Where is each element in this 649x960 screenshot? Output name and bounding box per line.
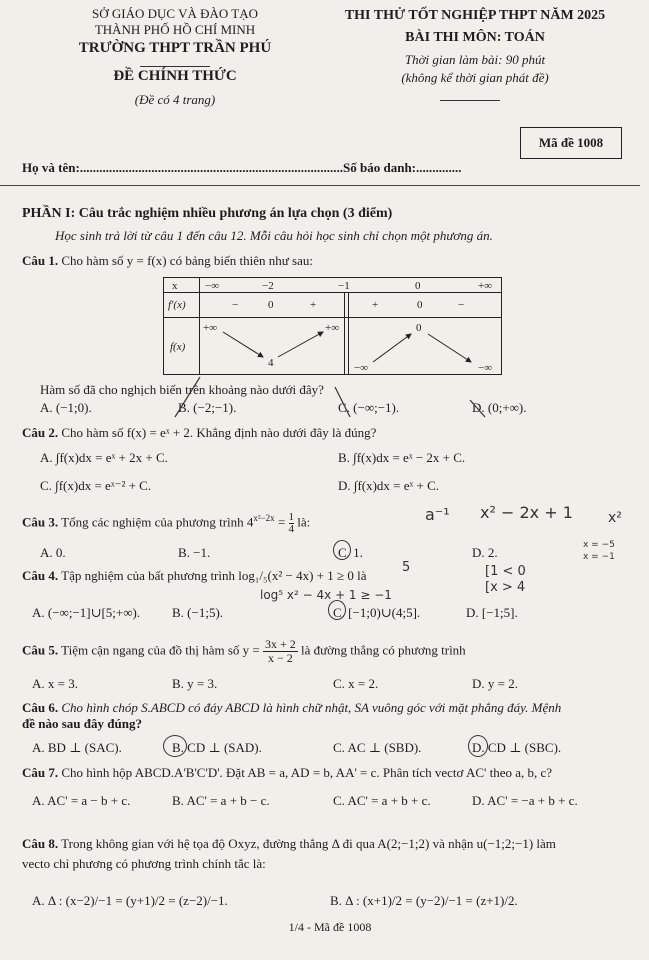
fprime-val: 0: [417, 299, 423, 311]
q7-stem: Câu 7. Cho hình hộp ABCD.A'B'C'D'. Đặt AB = a, AD = b, AA' = c. Phân tích vectơ AC' theo a, b, c?: [22, 765, 553, 780]
x-val: −2: [262, 280, 274, 292]
q3-option-a[interactable]: A. 0.: [40, 545, 66, 560]
fprime-label: f'(x): [168, 299, 186, 311]
q8-stem-line2: vecto chỉ phương có phương trình chính tắc là:: [22, 856, 266, 871]
f-val: 0: [416, 322, 422, 334]
pages-note: (Đề có 4 trang): [134, 92, 216, 107]
q2-option-a[interactable]: A. ∫f(x)dx = eˣ + 2x + C.: [40, 450, 168, 465]
page-footer: 1/4 - Mã đề 1008: [288, 920, 372, 934]
q7-option-c[interactable]: C. AC' = a + b + c.: [333, 793, 431, 808]
q4-option-b[interactable]: B. (−1;5).: [172, 605, 224, 620]
q5-option-d[interactable]: D. y = 2.: [472, 676, 518, 691]
q6-option-b[interactable]: B. CD ⊥ (SAD).: [172, 740, 262, 755]
handwritten-note: [1 < 0: [485, 564, 526, 579]
handwritten-note: x² − 2x + 1: [480, 503, 573, 522]
q5-option-c[interactable]: C. x = 2.: [333, 676, 379, 691]
q3-option-d[interactable]: D. 2.: [472, 545, 498, 560]
q8-option-a[interactable]: A. Δ : (x−2)/−1 = (y+1)/2 = (z−2)/−1.: [32, 893, 228, 908]
x-val: −1: [338, 280, 350, 292]
x-val: +∞: [478, 280, 493, 292]
dept-line1: SỞ GIÁO DỤC VÀ ĐÀO TẠO: [92, 6, 258, 21]
f-val: +∞: [203, 322, 218, 334]
q3-option-c[interactable]: C. 1.: [338, 545, 363, 560]
q2-option-c[interactable]: C. ∫f(x)dx = eˣ⁻² + C.: [40, 478, 152, 493]
x-val: 0: [415, 280, 421, 292]
q1-option-c[interactable]: C. (−∞;−1).: [338, 400, 400, 415]
q4-stem: Câu 4. Tập nghiệm của bất phương trình log₁/₅(x² − 4x) + 1 ≥ 0 là: [22, 568, 367, 583]
dept-line2: THÀNH PHỐ HỒ CHÍ MINH: [94, 22, 256, 37]
answer-circle: [468, 735, 488, 757]
q1-stem: Câu 1. Cho hàm số y = f(x) có bảng biến thiên như sau:: [22, 253, 313, 268]
q8-stem: Câu 8. Trong không gian với hệ tọa độ Oxyz, đường thẳng Δ đi qua A(2;−1;2) và nhận u(−1;2;−1) làm: [22, 836, 556, 851]
part1-title: PHẦN I: Câu trắc nghiệm nhiều phương án lựa chọn (3 điểm): [22, 206, 393, 221]
name-field: Họ và tên:.................................................................................Số báo danh:..............: [22, 160, 462, 175]
q2-stem: Câu 2. Cho hàm số f(x) = eˣ + 2. Khẳng định nào dưới đây là đúng?: [22, 425, 377, 440]
x-label: x: [172, 280, 178, 292]
q1-pen-marks: [150, 372, 510, 422]
q5-option-a[interactable]: A. x = 3.: [32, 676, 78, 691]
q6-stem-line2: đề nào sau đây đúng?: [22, 716, 142, 731]
part1-instruction: Học sinh trả lời từ câu 1 đến câu 12. Mỗi câu hỏi học sinh chỉ chọn một phương án.: [55, 228, 493, 243]
fprime-sign: −: [232, 299, 239, 311]
handwritten-note: x = −5: [583, 540, 615, 550]
handwritten-note: log⁵ x² − 4x + 1 ≥ −1: [260, 588, 392, 602]
q1-option-b[interactable]: B. (−2;−1).: [178, 400, 237, 415]
answer-circle: [163, 735, 187, 757]
fprime-val: 0: [268, 299, 274, 311]
f-val: 4: [268, 357, 274, 369]
q7-option-b[interactable]: B. AC' = a + b − c.: [172, 793, 270, 808]
exam-code-box: Mã đề 1008: [520, 127, 622, 159]
fprime-sign: −: [458, 299, 465, 311]
q4-option-d[interactable]: D. [−1;5].: [466, 605, 518, 620]
exam-subject: BÀI THI MÔN: TOÁN: [405, 30, 545, 45]
fprime-sign: +: [310, 299, 317, 311]
f-val: +∞: [325, 322, 340, 334]
q6-stem: Câu 6. Cho hình chóp S.ABCD có đáy ABCD là hình chữ nhật, SA vuông góc với mặt phẳng đáy. Mệnh: [22, 700, 562, 715]
exam-title: THI THỬ TỐT NGHIỆP THPT NĂM 2025: [344, 8, 606, 23]
q3-option-b[interactable]: B. −1.: [178, 545, 211, 560]
q6-option-a[interactable]: A. BD ⊥ (SAC).: [32, 740, 122, 755]
q4-option-a[interactable]: A. (−∞;−1]∪[5;+∞).: [32, 605, 141, 620]
q2-option-b[interactable]: B. ∫f(x)dx = eˣ − 2x + C.: [338, 450, 466, 465]
answer-circle: [328, 600, 346, 620]
exam-duration: Thời gian làm bài: 90 phút: [404, 52, 546, 67]
fprime-sign: +: [372, 299, 379, 311]
handwritten-note: 5: [402, 560, 411, 575]
q6-option-c[interactable]: C. AC ⊥ (SBD).: [333, 740, 422, 755]
f-val: −∞: [354, 362, 369, 374]
handwritten-note: x²: [608, 510, 622, 526]
handwritten-note: [x > 4: [485, 580, 526, 595]
q8-option-b[interactable]: B. Δ : (x+1)/2 = (y−2)/−1 = (z+1)/2.: [330, 893, 518, 908]
q7-option-a[interactable]: A. AC' = a − b + c.: [32, 793, 131, 808]
answer-circle: [333, 540, 351, 560]
official-label: ĐỀ CHÍNH THỨC: [113, 68, 237, 84]
q2-option-d[interactable]: D. ∫f(x)dx = eˣ + C.: [338, 478, 440, 493]
q5-stem: Câu 5. Tiệm cận ngang của đồ thị hàm số y = $\frac{3x + 2}{x - 2}$ là đường thẳng có phương trình: [22, 637, 466, 665]
q1-option-a[interactable]: A. (−1;0).: [40, 400, 92, 415]
q7-option-d[interactable]: D. AC' = −a + b + c.: [472, 793, 578, 808]
q5-option-b[interactable]: B. y = 3.: [172, 676, 218, 691]
q6-option-d[interactable]: D. CD ⊥ (SBC).: [472, 740, 562, 755]
variation-arrows: [163, 277, 503, 377]
exam-duration-note: (không kể thời gian phát đề): [401, 70, 549, 85]
f-label: f(x): [170, 341, 186, 353]
q4-option-c[interactable]: C. [−1;0)∪(4;5].: [333, 605, 421, 620]
x-val: −∞: [205, 280, 220, 292]
f-val: −∞: [478, 362, 493, 374]
q1-question: Hàm số đã cho nghịch biến trên khoảng nào dưới đây?: [40, 382, 324, 397]
handwritten-note: x = −1: [583, 552, 615, 562]
handwritten-note: a⁻¹: [425, 505, 450, 524]
school-name: TRƯỜNG THPT TRẦN PHÚ: [78, 40, 272, 56]
q1-option-d[interactable]: D. (0;+∞).: [472, 400, 527, 415]
q3-stem: Câu 3. Tổng các nghiệm của phương trình $4^{x^2-2x}$ = $\frac{1}{4}$ là:: [22, 511, 311, 535]
